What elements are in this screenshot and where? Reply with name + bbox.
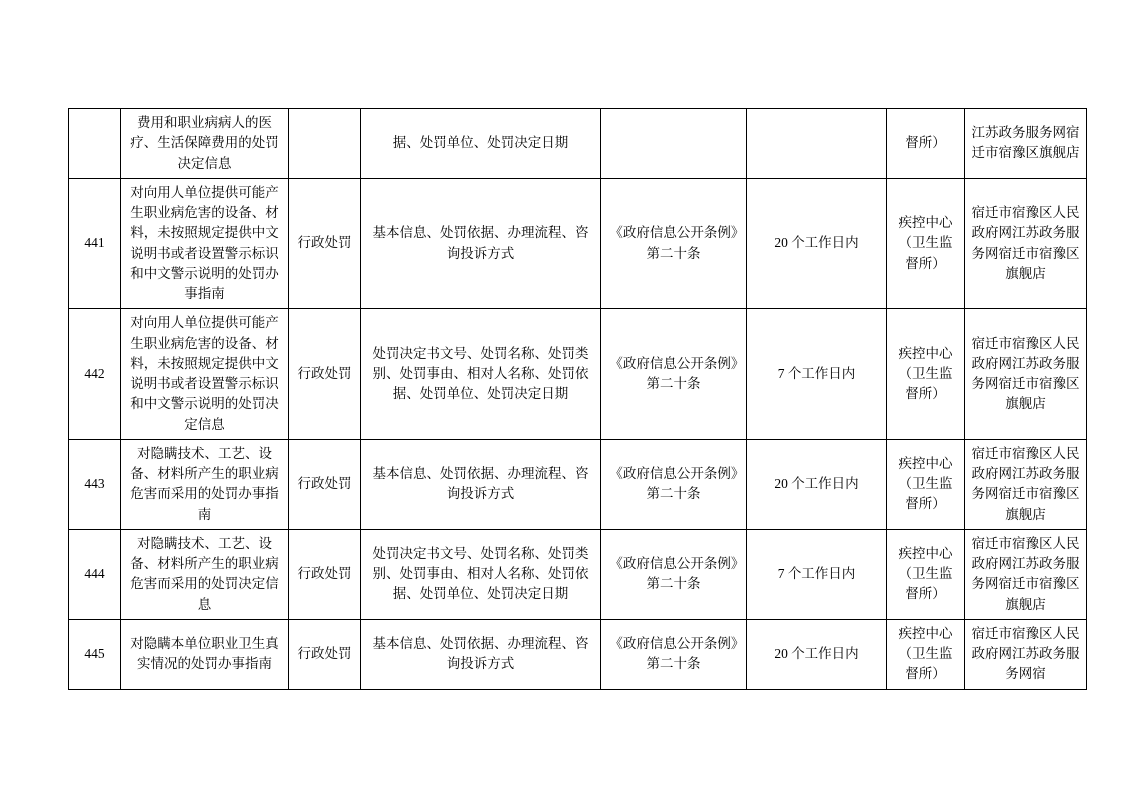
cell-事项名称: 对隐瞒技术、工艺、设备、材料所产生的职业病危害而采用的处罚决定信息 — [121, 529, 289, 619]
cell-公开时限 — [747, 109, 887, 179]
cell-事项名称: 费用和职业病病人的医疗、生活保障费用的处罚决定信息 — [121, 109, 289, 179]
cell-序号: 441 — [69, 178, 121, 309]
cell-序号 — [69, 109, 121, 179]
cell-公开依据: 《政府信息公开条例》第二十条 — [601, 439, 747, 529]
cell-事项名称: 对隐瞒技术、工艺、设备、材料所产生的职业病危害而采用的处罚办事指南 — [121, 439, 289, 529]
cell-事项类型: 行政处罚 — [289, 439, 361, 529]
cell-责任部门: 疾控中心（卫生监督所） — [887, 178, 965, 309]
table-container — [68, 108, 1080, 690]
cell-公开内容: 基本信息、处罚依据、办理流程、咨询投诉方式 — [361, 619, 601, 689]
table-row — [69, 309, 1087, 440]
cell-公开渠道: 宿迁市宿豫区人民政府网江苏政务服务网宿迁市宿豫区旗舰店 — [965, 529, 1087, 619]
cell-公开渠道: 宿迁市宿豫区人民政府网江苏政务服务网宿迁市宿豫区旗舰店 — [965, 309, 1087, 440]
cell-公开时限: 7 个工作日内 — [747, 529, 887, 619]
cell-公开依据 — [601, 109, 747, 179]
cell-公开依据: 《政府信息公开条例》第二十条 — [601, 178, 747, 309]
cell-责任部门: 疾控中心（卫生监督所） — [887, 439, 965, 529]
table-row — [69, 178, 1087, 309]
cell-公开依据: 《政府信息公开条例》第二十条 — [601, 529, 747, 619]
table-row — [69, 439, 1087, 529]
cell-序号: 442 — [69, 309, 121, 440]
cell-公开内容: 基本信息、处罚依据、办理流程、咨询投诉方式 — [361, 178, 601, 309]
cell-事项类型 — [289, 109, 361, 179]
table-row — [69, 619, 1087, 689]
cell-事项类型: 行政处罚 — [289, 309, 361, 440]
cell-公开时限: 7 个工作日内 — [747, 309, 887, 440]
cell-公开内容: 处罚决定书文号、处罚名称、处罚类别、处罚事由、相对人名称、处罚依据、处罚单位、处罚决定日期 — [361, 529, 601, 619]
cell-公开渠道: 宿迁市宿豫区人民政府网江苏政务服务网宿迁市宿豫区旗舰店 — [965, 178, 1087, 309]
cell-公开渠道: 江苏政务服务网宿迁市宿豫区旗舰店 — [965, 109, 1087, 179]
cell-事项类型: 行政处罚 — [289, 178, 361, 309]
cell-公开渠道: 宿迁市宿豫区人民政府网江苏政务服务网宿迁市宿豫区旗舰店 — [965, 439, 1087, 529]
cell-责任部门: 疾控中心（卫生监督所） — [887, 619, 965, 689]
cell-公开依据: 《政府信息公开条例》第二十条 — [601, 619, 747, 689]
cell-责任部门: 疾控中心（卫生监督所） — [887, 309, 965, 440]
cell-公开时限: 20 个工作日内 — [747, 439, 887, 529]
cell-事项名称: 对隐瞒本单位职业卫生真实情况的处罚办事指南 — [121, 619, 289, 689]
table-body — [69, 109, 1087, 690]
cell-公开时限: 20 个工作日内 — [747, 619, 887, 689]
cell-公开时限: 20 个工作日内 — [747, 178, 887, 309]
cell-公开渠道: 宿迁市宿豫区人民政府网江苏政务服务网宿 — [965, 619, 1087, 689]
cell-公开依据: 《政府信息公开条例》第二十条 — [601, 309, 747, 440]
cell-责任部门: 疾控中心（卫生监督所） — [887, 529, 965, 619]
cell-公开内容: 基本信息、处罚依据、办理流程、咨询投诉方式 — [361, 439, 601, 529]
cell-序号: 443 — [69, 439, 121, 529]
cell-序号: 445 — [69, 619, 121, 689]
cell-事项类型: 行政处罚 — [289, 529, 361, 619]
cell-事项名称: 对向用人单位提供可能产生职业病危害的设备、材料，未按照规定提供中文说明书或者设置警示标识和中文警示说明的处罚决定信息 — [121, 309, 289, 440]
table-row — [69, 109, 1087, 179]
cell-事项类型: 行政处罚 — [289, 619, 361, 689]
cell-事项名称: 对向用人单位提供可能产生职业病危害的设备、材料，未按照规定提供中文说明书或者设置警示标识和中文警示说明的处罚办事指南 — [121, 178, 289, 309]
cell-责任部门: 督所） — [887, 109, 965, 179]
table-row — [69, 529, 1087, 619]
cell-公开内容: 处罚决定书文号、处罚名称、处罚类别、处罚事由、相对人名称、处罚依据、处罚单位、处罚决定日期 — [361, 309, 601, 440]
cell-序号: 444 — [69, 529, 121, 619]
cell-公开内容: 据、处罚单位、处罚决定日期 — [361, 109, 601, 179]
disclosure-table — [68, 108, 1087, 690]
